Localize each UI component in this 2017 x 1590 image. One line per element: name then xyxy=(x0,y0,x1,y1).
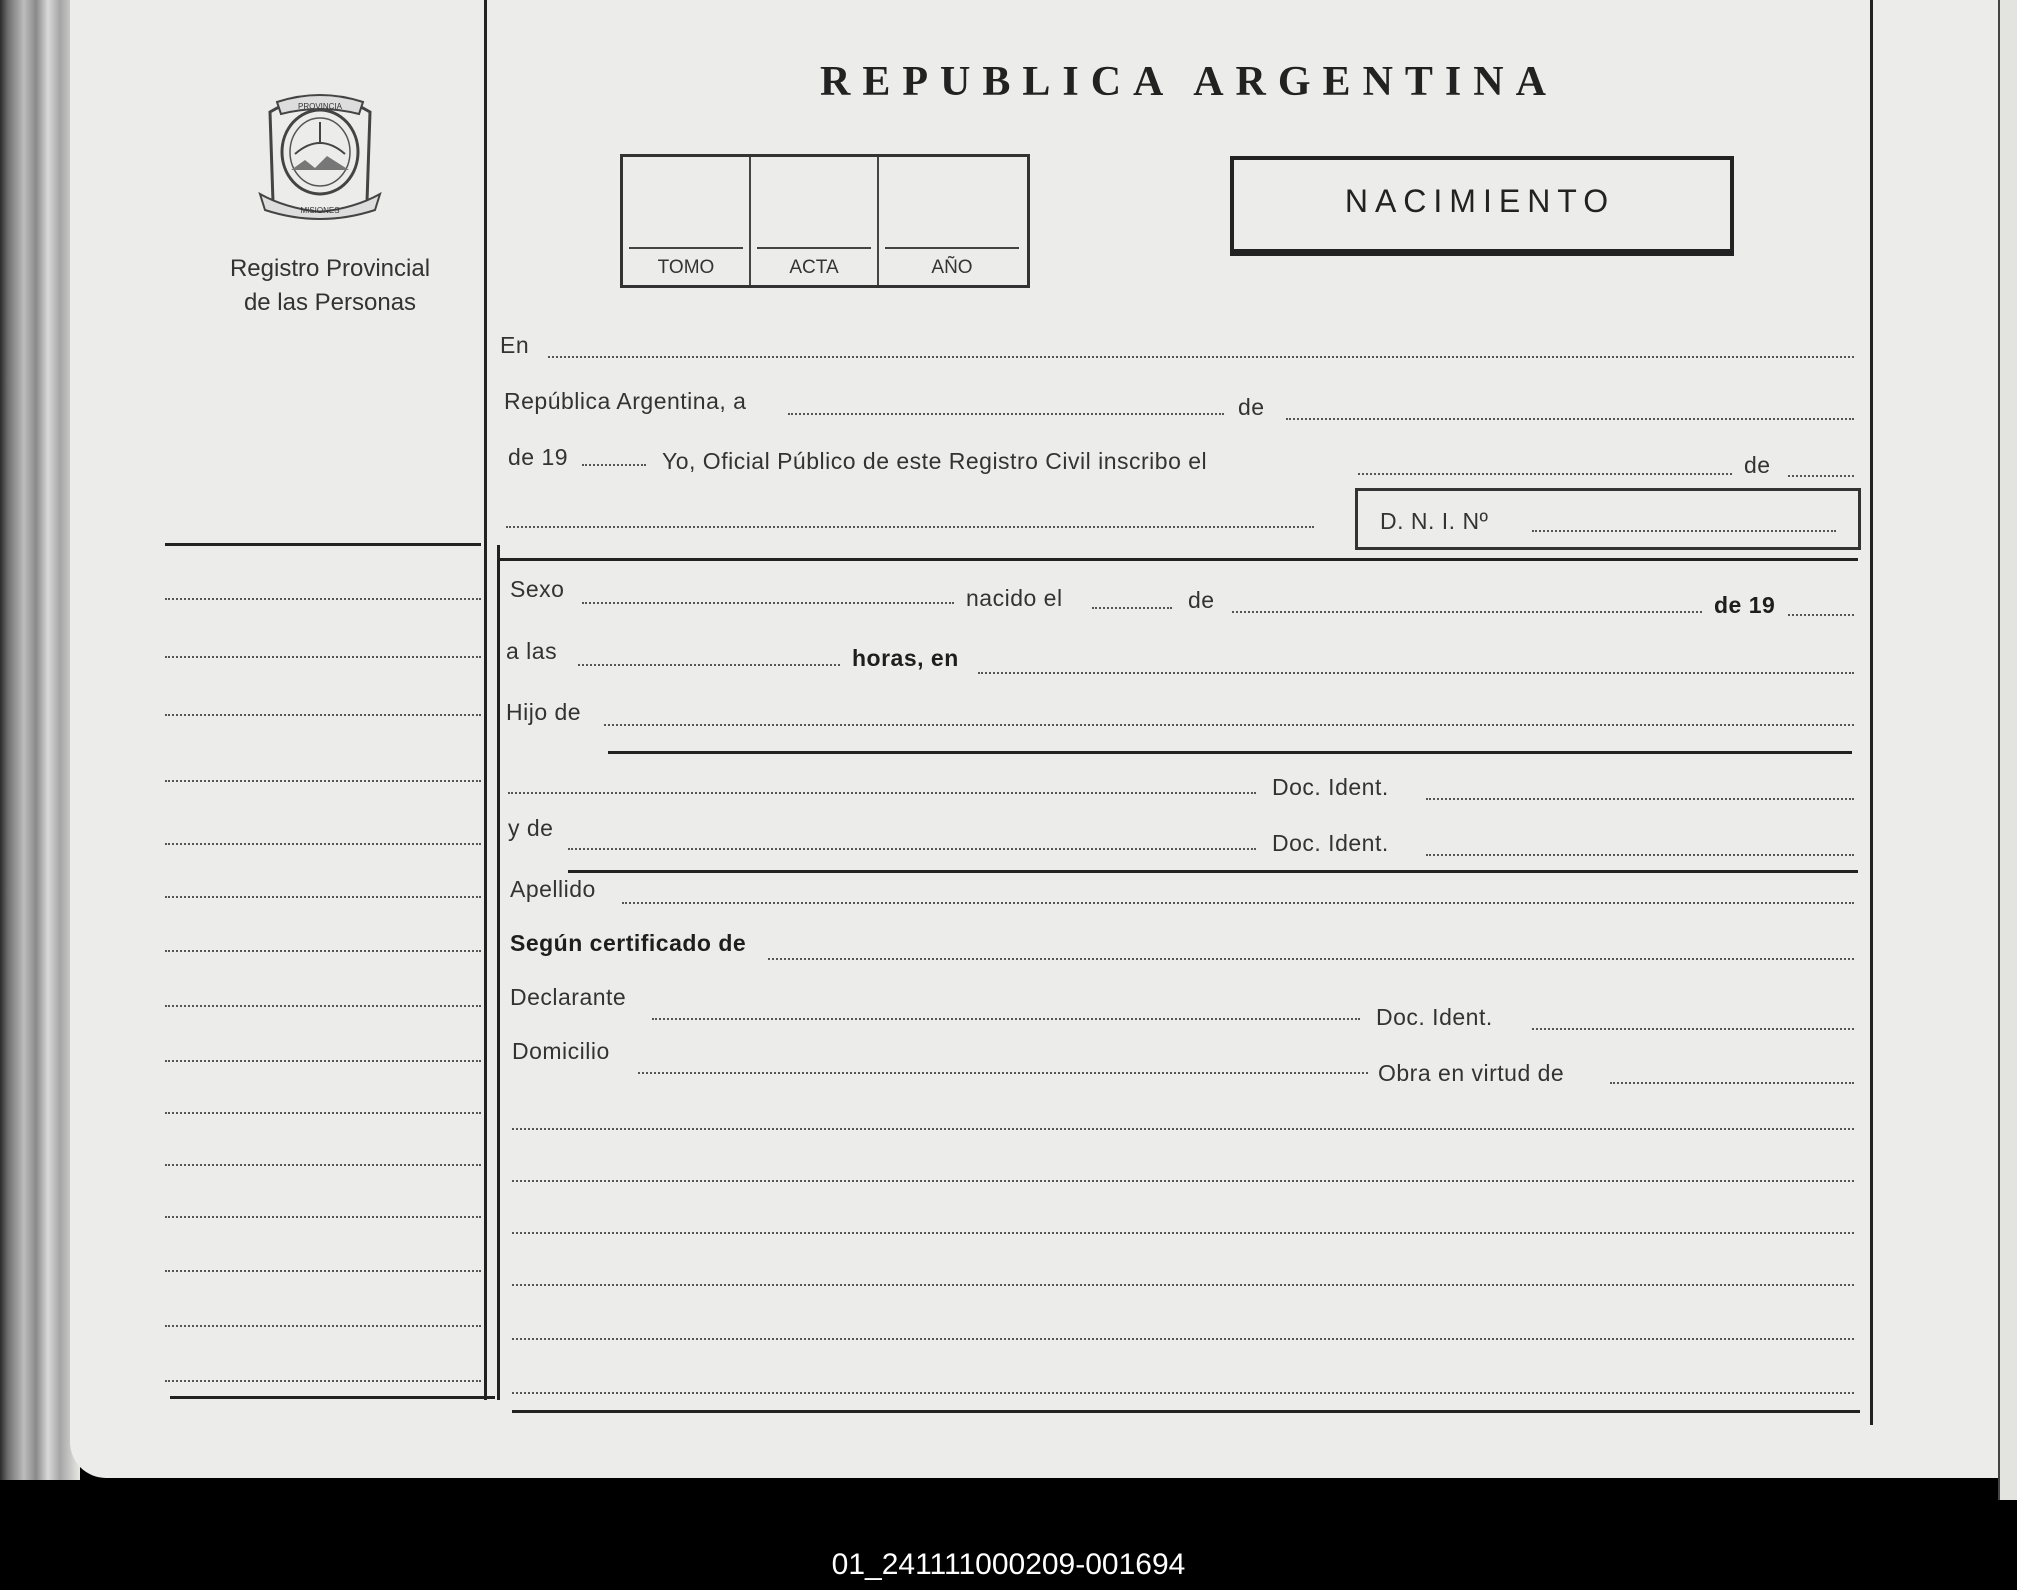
notes-line[interactable] xyxy=(512,1232,1854,1234)
right-border xyxy=(1870,0,1873,1425)
declarante-doc-field[interactable] xyxy=(1532,1028,1854,1030)
registry-name xyxy=(200,252,460,320)
month-field[interactable] xyxy=(1286,418,1854,420)
en-label: En xyxy=(500,332,530,358)
margin-line[interactable] xyxy=(165,1164,481,1166)
domicilio-label: Domicilio xyxy=(512,1038,610,1064)
father-doc-field[interactable] xyxy=(1426,798,1854,800)
anio-field[interactable] xyxy=(879,157,1025,285)
registry-line-1: Registro Provincial xyxy=(229,255,431,282)
nacido-month-field[interactable] xyxy=(1232,611,1702,613)
nacido-day-field[interactable] xyxy=(1092,607,1172,609)
tomo-label: TOMO xyxy=(657,257,715,278)
a-las-label: a las xyxy=(506,638,558,664)
obra-field[interactable] xyxy=(1610,1082,1854,1084)
image-caption: 01_241111000209-001694 xyxy=(831,1548,1186,1581)
de-label: de xyxy=(1238,394,1265,420)
registry-line-2: de las Personas xyxy=(243,289,417,316)
sexo-field[interactable] xyxy=(582,602,954,604)
margin-line[interactable] xyxy=(165,1380,481,1382)
section-rule-2 xyxy=(608,751,1852,754)
notes-line[interactable] xyxy=(512,1128,1854,1130)
section-rule-3 xyxy=(568,870,1858,873)
margin-line[interactable] xyxy=(165,1216,481,1218)
notes-line[interactable] xyxy=(512,1338,1854,1340)
obra-label: Obra en virtud de xyxy=(1378,1060,1565,1086)
mother-doc-field[interactable] xyxy=(1426,854,1854,856)
registration-number-box xyxy=(620,154,1030,288)
seal-bottom-text: MISIONES xyxy=(300,206,340,215)
notes-line[interactable] xyxy=(512,1284,1854,1286)
tomo-field[interactable] xyxy=(623,157,751,285)
horas-label: horas, en xyxy=(852,645,959,671)
birthplace-field[interactable] xyxy=(978,672,1854,674)
margin-line[interactable] xyxy=(165,714,481,716)
of-field[interactable] xyxy=(1788,475,1854,477)
left-column-border xyxy=(484,0,487,1400)
year-field[interactable] xyxy=(582,464,646,466)
section-rule-1 xyxy=(500,558,1858,561)
year-label-2: de 19 xyxy=(1714,592,1776,618)
notes-line[interactable] xyxy=(512,1392,1854,1394)
en-field[interactable] xyxy=(548,356,1854,358)
acta-field[interactable] xyxy=(751,157,879,285)
acta-label: ACTA xyxy=(789,257,839,278)
republica-label: República Argentina, a xyxy=(504,388,747,414)
notes-line[interactable] xyxy=(512,1180,1854,1182)
de-label-3: de xyxy=(1188,587,1215,613)
domicilio-field[interactable] xyxy=(638,1072,1368,1074)
bottom-rule xyxy=(512,1410,1860,1413)
record-type-label: NACIMIENTO xyxy=(1344,183,1616,219)
de-label-2: de xyxy=(1744,452,1771,478)
dni-field[interactable] xyxy=(1532,530,1836,532)
margin-line[interactable] xyxy=(165,950,481,952)
name-field[interactable] xyxy=(506,526,1314,528)
margin-line[interactable] xyxy=(165,1270,481,1272)
doc-ident-label-3: Doc. Ident. xyxy=(1376,1004,1493,1030)
provincial-seal-icon xyxy=(255,82,385,222)
sexo-label: Sexo xyxy=(510,576,565,602)
nacido-year-field[interactable] xyxy=(1788,614,1854,616)
margin-top-rule xyxy=(165,543,481,546)
apellido-label: Apellido xyxy=(510,876,596,902)
father-extra-field[interactable] xyxy=(508,792,1256,794)
inscription-label: Yo, Oficial Público de este Registro Civil inscribo el xyxy=(662,448,1208,474)
year-label: de 19 xyxy=(508,444,569,470)
left-column-inner-border xyxy=(497,545,500,1400)
dni-label: D. N. I. Nº xyxy=(1380,508,1489,534)
margin-line[interactable] xyxy=(165,843,481,845)
declarante-field[interactable] xyxy=(652,1018,1360,1020)
doc-ident-label-1: Doc. Ident. xyxy=(1272,774,1389,800)
y-de-label: y de xyxy=(508,815,554,841)
mother-field[interactable] xyxy=(568,848,1256,850)
margin-line[interactable] xyxy=(165,1005,481,1007)
doc-ident-label-2: Doc. Ident. xyxy=(1272,830,1389,856)
certificado-field[interactable] xyxy=(768,958,1854,960)
margin-bottom-rule xyxy=(170,1396,495,1399)
hijo-de-label: Hijo de xyxy=(506,699,582,725)
margin-line[interactable] xyxy=(165,1060,481,1062)
nacido-label: nacido el xyxy=(966,585,1063,611)
margin-line[interactable] xyxy=(165,896,481,898)
seal-top-text: PROVINCIA xyxy=(297,102,343,111)
margin-line[interactable] xyxy=(165,598,481,600)
margin-line[interactable] xyxy=(165,1112,481,1114)
page-title: REPUBLICA ARGENTINA xyxy=(820,59,1558,105)
margin-line[interactable] xyxy=(165,656,481,658)
apellido-field[interactable] xyxy=(622,902,1854,904)
father-field[interactable] xyxy=(604,724,1854,726)
book-page-edge xyxy=(0,0,80,1480)
declarante-label: Declarante xyxy=(510,984,627,1010)
day-field[interactable] xyxy=(788,413,1224,415)
hour-field[interactable] xyxy=(578,664,840,666)
margin-line[interactable] xyxy=(165,780,481,782)
next-page-edge xyxy=(1998,0,2017,1500)
margin-line[interactable] xyxy=(165,1325,481,1327)
anio-label: AÑO xyxy=(931,257,973,278)
segun-certificado-label: Según certificado de xyxy=(510,930,747,956)
inscription-field[interactable] xyxy=(1358,473,1732,475)
